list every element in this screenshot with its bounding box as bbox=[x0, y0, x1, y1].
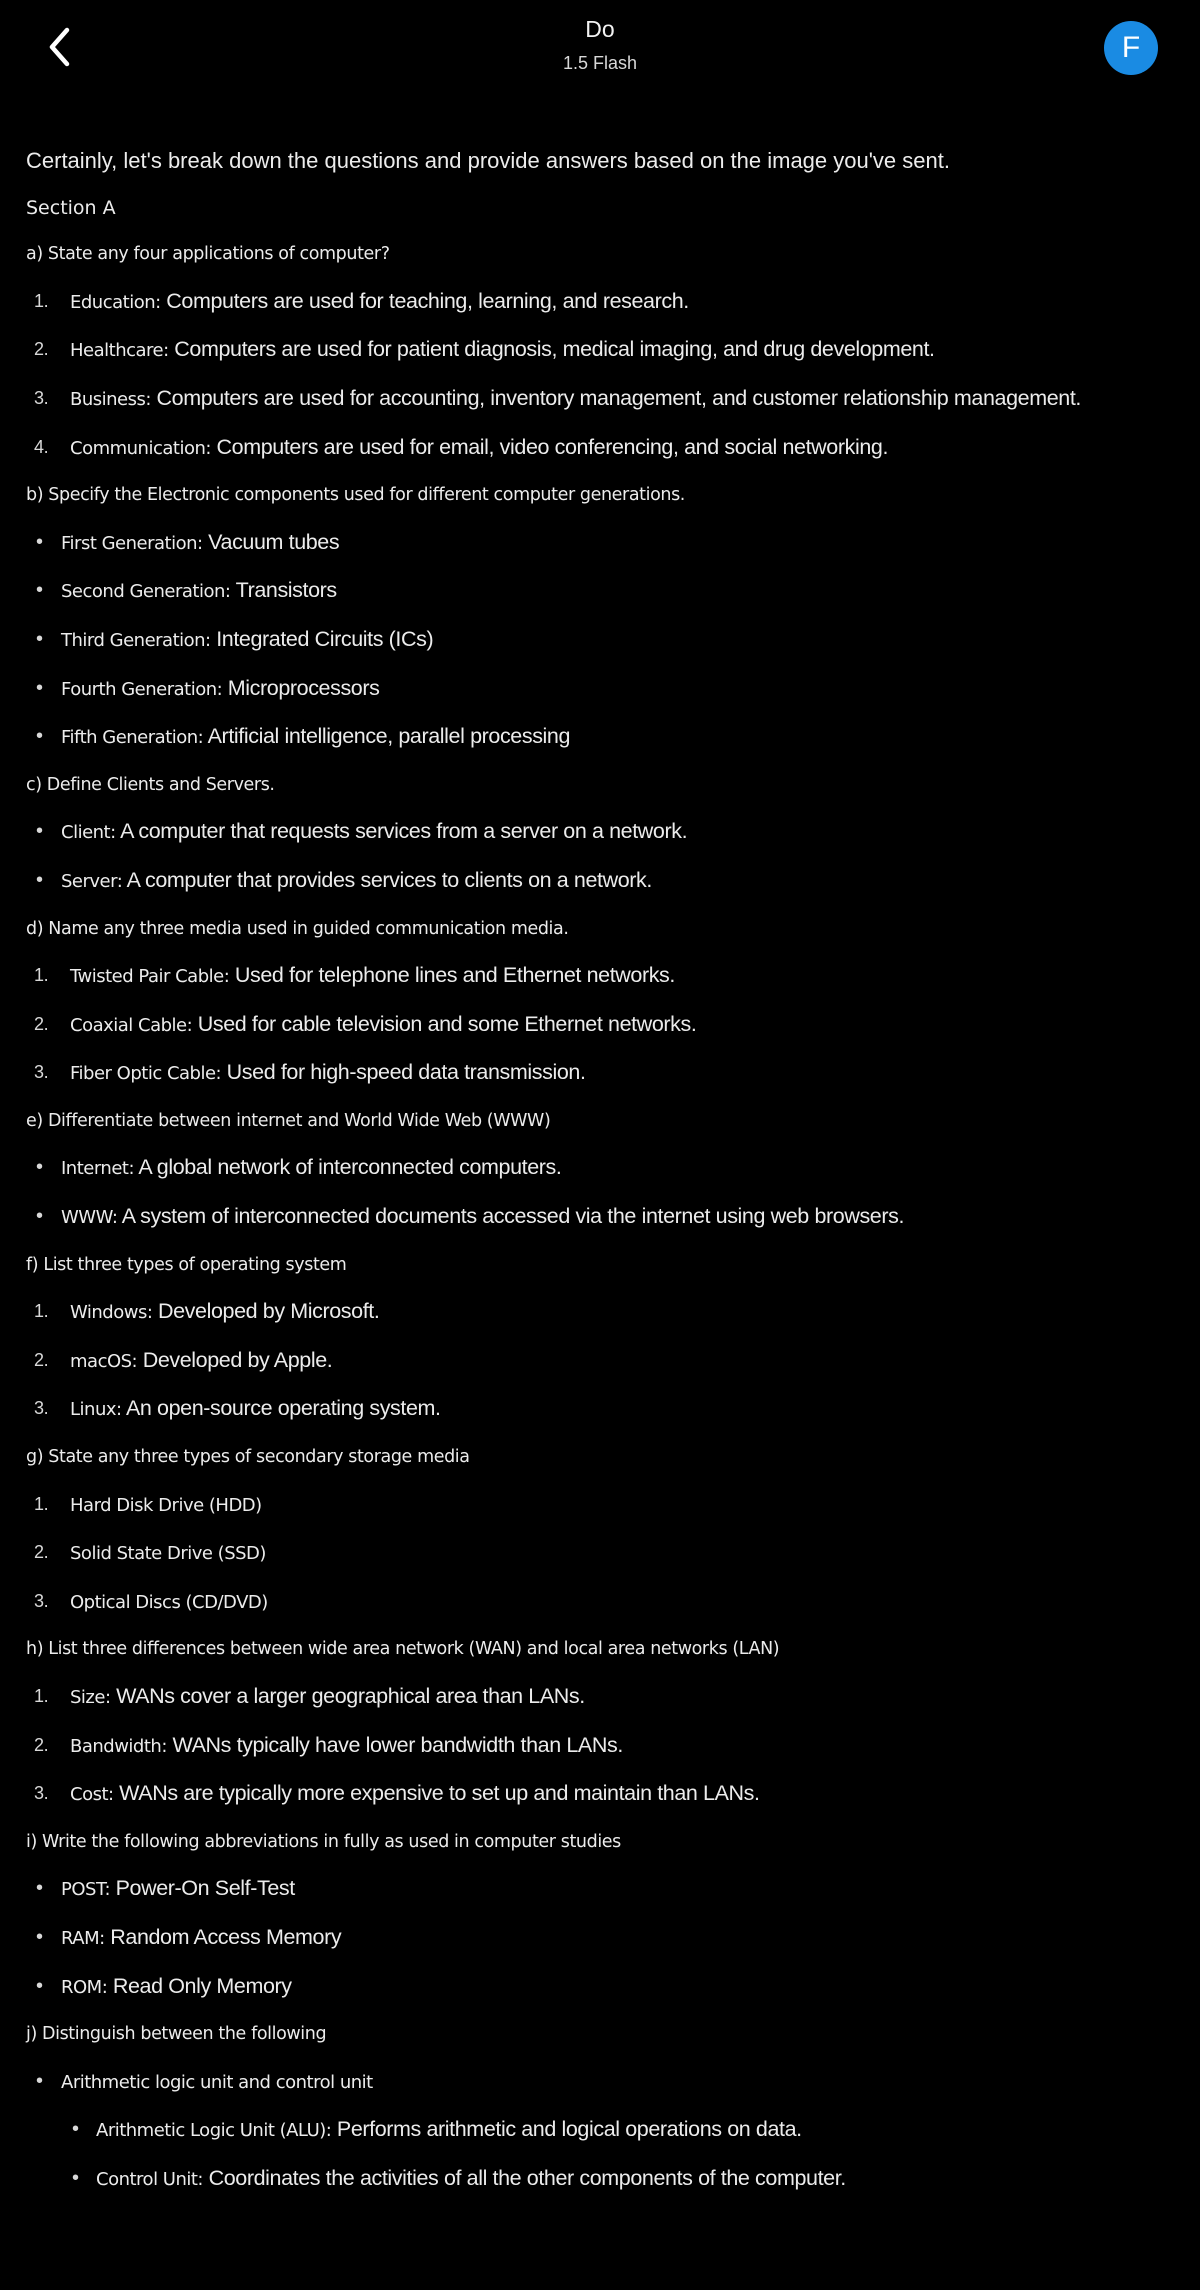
item-term: Arithmetic logic unit and control unit bbox=[61, 2071, 373, 2093]
list-marker: • bbox=[36, 1205, 43, 1228]
question-title: j) Distinguish between the following bbox=[26, 2024, 327, 2045]
item-description: Read Only Memory bbox=[107, 1973, 292, 1998]
list-item bbox=[0, 1144, 1200, 1193]
list-item bbox=[0, 375, 1200, 424]
list-item bbox=[0, 278, 1200, 327]
item-term: WWW: bbox=[61, 1207, 118, 1229]
list-item bbox=[0, 713, 1200, 762]
item-term: macOS: bbox=[70, 1350, 138, 1372]
list-marker: 3. bbox=[34, 1398, 49, 1419]
chevron-left-icon bbox=[40, 22, 84, 72]
list-item bbox=[0, 857, 1200, 906]
item-term: Communication: bbox=[70, 437, 211, 459]
model-label: 1.5 Flash bbox=[562, 53, 638, 73]
item-description: Artificial intelligence, parallel processing bbox=[203, 724, 571, 749]
list-marker: 1. bbox=[34, 1301, 49, 1322]
list-item bbox=[0, 519, 1200, 568]
list-item bbox=[0, 1722, 1200, 1771]
list-marker: • bbox=[72, 2166, 79, 2189]
list-marker: 1. bbox=[34, 1686, 49, 1706]
item-description: A computer that requests services from a server on a network. bbox=[115, 819, 688, 844]
list-item bbox=[0, 424, 1200, 473]
item-term: Twisted Pair Cable: bbox=[70, 966, 230, 988]
list-marker: 3. bbox=[34, 1783, 49, 1804]
list-item bbox=[0, 1529, 1200, 1578]
item-term: ROM: bbox=[61, 1976, 108, 1998]
item-description: Computers are used for accounting, inventory management, and customer relationship management. bbox=[150, 385, 1081, 410]
list-marker: 2. bbox=[34, 1734, 49, 1755]
item-description: Performs arithmetic and logical operations on data. bbox=[331, 2117, 802, 2142]
item-description: A global network of interconnected computers. bbox=[134, 1155, 562, 1180]
list-marker: • bbox=[36, 2069, 43, 2092]
item-description: WANs cover a larger geographical area than LANs. bbox=[110, 1684, 585, 1708]
list-item bbox=[0, 1481, 1200, 1530]
item-term: Bandwidth: bbox=[70, 1735, 167, 1757]
question-list bbox=[0, 231, 1200, 2203]
question-title: a) State any four applications of computer? bbox=[26, 244, 390, 265]
item-term: First Generation: bbox=[61, 532, 203, 554]
list-item bbox=[0, 1865, 1200, 1914]
item-description: Computers are used for teaching, learning, and research. bbox=[160, 288, 689, 313]
list-item bbox=[0, 1914, 1200, 1963]
item-term: Cost: bbox=[70, 1784, 114, 1806]
list-marker: 3. bbox=[34, 1062, 49, 1083]
list-marker: • bbox=[36, 820, 43, 843]
item-term: Arithmetic Logic Unit (ALU): bbox=[96, 2120, 332, 2142]
item-term: RAM: bbox=[61, 1927, 105, 1949]
title-block[interactable] bbox=[400, 14, 800, 76]
list-item bbox=[0, 952, 1200, 1001]
chat-title: Do bbox=[585, 16, 615, 42]
intro-text: Certainly, let's break down the questions and provide answers based on the image you've sent. bbox=[26, 148, 950, 173]
item-description: Used for cable television and some Ethernet networks. bbox=[192, 1011, 697, 1036]
response-body bbox=[0, 138, 1200, 2204]
item-term: Optical Discs (CD/DVD) bbox=[70, 1591, 268, 1613]
list-item bbox=[0, 326, 1200, 375]
list-marker: 4. bbox=[34, 436, 49, 457]
list-item bbox=[0, 665, 1200, 714]
list-marker: • bbox=[36, 530, 43, 553]
list-marker: 2. bbox=[34, 1349, 49, 1370]
list-item bbox=[0, 2106, 1200, 2155]
list-marker: 2. bbox=[34, 1542, 49, 1563]
list-item bbox=[0, 1963, 1200, 2012]
list-item bbox=[0, 1288, 1200, 1337]
list-marker: • bbox=[36, 1925, 43, 1948]
top-app-bar bbox=[0, 0, 1200, 120]
list-item bbox=[0, 2155, 1200, 2204]
list-marker: • bbox=[36, 1877, 43, 1900]
item-description: Used for high-speed data transmission. bbox=[221, 1060, 586, 1085]
item-term: Business: bbox=[70, 388, 151, 410]
item-term: Linux: bbox=[70, 1399, 122, 1421]
item-description: Random Access Memory bbox=[104, 1924, 342, 1949]
list-marker: 1. bbox=[34, 965, 49, 986]
item-term: Hard Disk Drive (HDD) bbox=[70, 1494, 262, 1516]
list-marker: • bbox=[72, 2118, 79, 2141]
list-item bbox=[0, 616, 1200, 665]
user-avatar[interactable]: F bbox=[1104, 21, 1158, 75]
item-description: Computers are used for patient diagnosis, medical imaging, and drug development. bbox=[168, 337, 935, 362]
list-item bbox=[0, 1001, 1200, 1050]
list-item bbox=[0, 567, 1200, 616]
item-description: Microprocessors bbox=[222, 675, 380, 700]
item-description: A system of interconnected documents accessed via the internet using web browsers. bbox=[117, 1204, 905, 1229]
list-item bbox=[0, 2058, 1200, 2107]
item-description: WANs typically have lower bandwidth than LANs. bbox=[166, 1732, 623, 1757]
question-title: f) List three types of operating system bbox=[26, 1254, 347, 1275]
item-description: Coordinates the activities of all the other components of the computer. bbox=[203, 2165, 846, 2190]
list-marker: 3. bbox=[34, 1590, 49, 1611]
item-term: Server: bbox=[61, 870, 123, 892]
item-term: Internet: bbox=[61, 1158, 135, 1180]
list-marker: • bbox=[36, 627, 43, 650]
list-marker: • bbox=[36, 579, 43, 602]
item-term: Control Unit: bbox=[96, 2168, 203, 2190]
list-marker: 1. bbox=[34, 1493, 49, 1514]
question-title: b) Specify the Electronic components used for different computer generations. bbox=[26, 485, 685, 506]
list-item bbox=[0, 1673, 1200, 1722]
list-marker: • bbox=[36, 868, 43, 891]
item-term: Healthcare: bbox=[70, 340, 169, 362]
question-title: c) Define Clients and Servers. bbox=[26, 774, 275, 795]
list-item bbox=[0, 1385, 1200, 1434]
item-term: Fifth Generation: bbox=[61, 727, 204, 749]
item-term: Size: bbox=[70, 1687, 111, 1708]
list-item bbox=[0, 1337, 1200, 1386]
list-marker: 2. bbox=[34, 339, 49, 360]
list-marker: • bbox=[36, 676, 43, 699]
item-term: Windows: bbox=[70, 1302, 153, 1324]
question-title: e) Differentiate between internet and World Wide Web (WWW) bbox=[26, 1110, 551, 1131]
list-marker: • bbox=[36, 1156, 43, 1179]
item-term: POST: bbox=[61, 1879, 111, 1901]
item-description: Vacuum tubes bbox=[202, 529, 340, 554]
item-description: Computers are used for email, video conferencing, and social networking. bbox=[210, 434, 889, 459]
list-item bbox=[0, 1193, 1200, 1242]
item-description: Used for telephone lines and Ethernet networks. bbox=[229, 963, 675, 988]
item-term: Second Generation: bbox=[61, 581, 231, 603]
question-title: i) Write the following abbreviations in fully as used in computer studies bbox=[26, 1831, 621, 1852]
item-term: Client: bbox=[61, 822, 116, 844]
question-title: d) Name any three media used in guided communication media. bbox=[26, 918, 569, 939]
item-description: Developed by Microsoft. bbox=[152, 1299, 380, 1324]
item-description: An open-source operating system. bbox=[121, 1396, 441, 1421]
list-marker: • bbox=[36, 725, 43, 748]
item-description: Developed by Apple. bbox=[137, 1347, 333, 1372]
section-heading: Section A bbox=[26, 196, 116, 219]
item-term: Education: bbox=[70, 291, 161, 313]
item-term: Coaxial Cable: bbox=[70, 1014, 193, 1036]
list-marker: 1. bbox=[34, 290, 49, 311]
item-description: Power-On Self-Test bbox=[110, 1876, 295, 1901]
back-button[interactable] bbox=[40, 22, 84, 72]
item-description: Integrated Circuits (ICs) bbox=[210, 626, 434, 651]
item-term: Fiber Optic Cable: bbox=[70, 1063, 222, 1085]
list-marker: • bbox=[36, 1974, 43, 1997]
item-term: Fourth Generation: bbox=[61, 678, 223, 700]
list-item bbox=[0, 1578, 1200, 1627]
list-item bbox=[0, 808, 1200, 857]
question-title: h) List three differences between wide area network (WAN) and local area networks (LAN) bbox=[26, 1639, 780, 1660]
list-marker: 2. bbox=[34, 1013, 49, 1034]
list-item bbox=[0, 1049, 1200, 1098]
item-term: Solid State Drive (SSD) bbox=[70, 1543, 266, 1565]
item-description: WANs are typically more expensive to set up and maintain than LANs. bbox=[113, 1781, 760, 1806]
item-description: A computer that provides services to clients on a network. bbox=[122, 867, 652, 892]
list-item bbox=[0, 1770, 1200, 1819]
question-title: g) State any three types of secondary storage media bbox=[26, 1447, 470, 1468]
item-term: Third Generation: bbox=[61, 629, 211, 651]
item-description: Transistors bbox=[230, 578, 337, 603]
list-marker: 3. bbox=[34, 387, 49, 408]
